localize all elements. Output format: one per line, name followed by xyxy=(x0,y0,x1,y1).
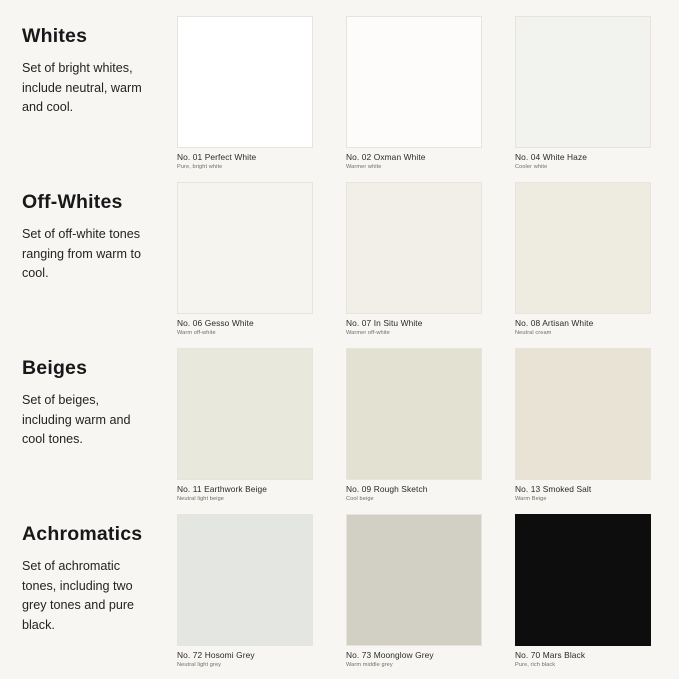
chip-meta xyxy=(346,148,482,172)
chip-name: No. 02 Oxman White xyxy=(346,152,426,162)
chip-subtitle: Neutral light beige xyxy=(177,496,224,503)
color-chip[interactable] xyxy=(515,16,651,148)
color-chip[interactable] xyxy=(515,348,651,480)
chip-meta xyxy=(346,314,482,338)
group-info xyxy=(22,346,177,450)
group-title: Achromatics xyxy=(22,523,143,545)
color-chip[interactable] xyxy=(346,16,482,148)
color-chip[interactable] xyxy=(177,16,313,148)
group-info xyxy=(22,14,177,118)
chip-subtitle: Cooler white xyxy=(515,164,548,171)
chip-meta xyxy=(515,646,651,670)
chip-meta xyxy=(346,480,482,504)
swatch-item[interactable] xyxy=(346,182,482,338)
color-chip[interactable] xyxy=(177,348,313,480)
swatch-row xyxy=(177,512,657,670)
swatch-row xyxy=(177,180,657,338)
palette-group-beiges xyxy=(22,346,657,512)
chip-subtitle: Pure, bright white xyxy=(177,164,223,171)
chip-subtitle: Neutral light grey xyxy=(177,662,222,669)
chip-subtitle: Warm middle grey xyxy=(346,662,393,669)
swatch-item[interactable] xyxy=(346,16,482,172)
chip-name: No. 11 Earthwork Beige xyxy=(177,484,268,494)
chip-name: No. 70 Mars Black xyxy=(515,650,586,660)
palette-group-whites xyxy=(22,14,657,180)
chip-subtitle: Warm off-white xyxy=(177,330,216,337)
swatch-item[interactable] xyxy=(177,514,313,670)
swatch-item[interactable] xyxy=(515,348,651,504)
chip-meta xyxy=(177,148,313,172)
swatch-row xyxy=(177,14,657,172)
swatch-item[interactable] xyxy=(515,16,651,172)
chip-name: No. 72 Hosomi Grey xyxy=(177,650,255,660)
chip-name: No. 07 In Situ White xyxy=(346,318,423,328)
swatch-row xyxy=(177,346,657,504)
chip-subtitle: Warmer off-white xyxy=(346,330,390,337)
chip-meta xyxy=(177,646,313,670)
chip-meta xyxy=(515,314,651,338)
color-chip[interactable] xyxy=(515,182,651,314)
chip-name: No. 08 Artisan White xyxy=(515,318,594,328)
color-chip[interactable] xyxy=(346,182,482,314)
group-info xyxy=(22,180,177,284)
chip-meta xyxy=(177,480,313,504)
chip-subtitle: Pure, rich black xyxy=(515,662,556,669)
chip-meta xyxy=(177,314,313,338)
swatch-item[interactable] xyxy=(346,348,482,504)
chip-subtitle: Warm Beige xyxy=(515,496,547,503)
chip-meta xyxy=(515,480,651,504)
palette-group-off-whites xyxy=(22,180,657,346)
group-description: Set of achromatic tones, including two grey tones and pure black. xyxy=(22,559,135,632)
color-chip[interactable] xyxy=(346,348,482,480)
color-chip[interactable] xyxy=(177,514,313,646)
chip-subtitle: Warmer white xyxy=(346,164,382,171)
chip-meta xyxy=(346,646,482,670)
chip-name: No. 01 Perfect White xyxy=(177,152,257,162)
palette-group-achromatics xyxy=(22,512,657,678)
group-description: Set of bright whites, include neutral, warm and cool. xyxy=(22,61,142,115)
chip-name: No. 73 Moonglow Grey xyxy=(346,650,434,660)
group-description: Set of beiges, including warm and cool tones. xyxy=(22,393,131,447)
chip-name: No. 04 White Haze xyxy=(515,152,587,162)
color-chip[interactable] xyxy=(515,514,651,646)
chip-subtitle: Cool beige xyxy=(346,496,374,503)
group-title: Beiges xyxy=(22,357,88,379)
chip-name: No. 09 Rough Sketch xyxy=(346,484,428,494)
chip-meta xyxy=(515,148,651,172)
swatch-item[interactable] xyxy=(346,514,482,670)
chip-name: No. 06 Gesso White xyxy=(177,318,254,328)
swatch-item[interactable] xyxy=(177,16,313,172)
swatch-item[interactable] xyxy=(177,348,313,504)
swatch-item[interactable] xyxy=(515,514,651,670)
group-title: Whites xyxy=(22,25,88,47)
swatch-item[interactable] xyxy=(177,182,313,338)
chip-subtitle: Neutral cream xyxy=(515,330,552,337)
group-title: Off-Whites xyxy=(22,191,123,213)
group-description: Set of off-white tones ranging from warm to cool. xyxy=(22,227,141,281)
group-info xyxy=(22,512,177,636)
swatch-item[interactable] xyxy=(515,182,651,338)
color-chip[interactable] xyxy=(177,182,313,314)
color-chip[interactable] xyxy=(346,514,482,646)
chip-name: No. 13 Smoked Salt xyxy=(515,484,592,494)
